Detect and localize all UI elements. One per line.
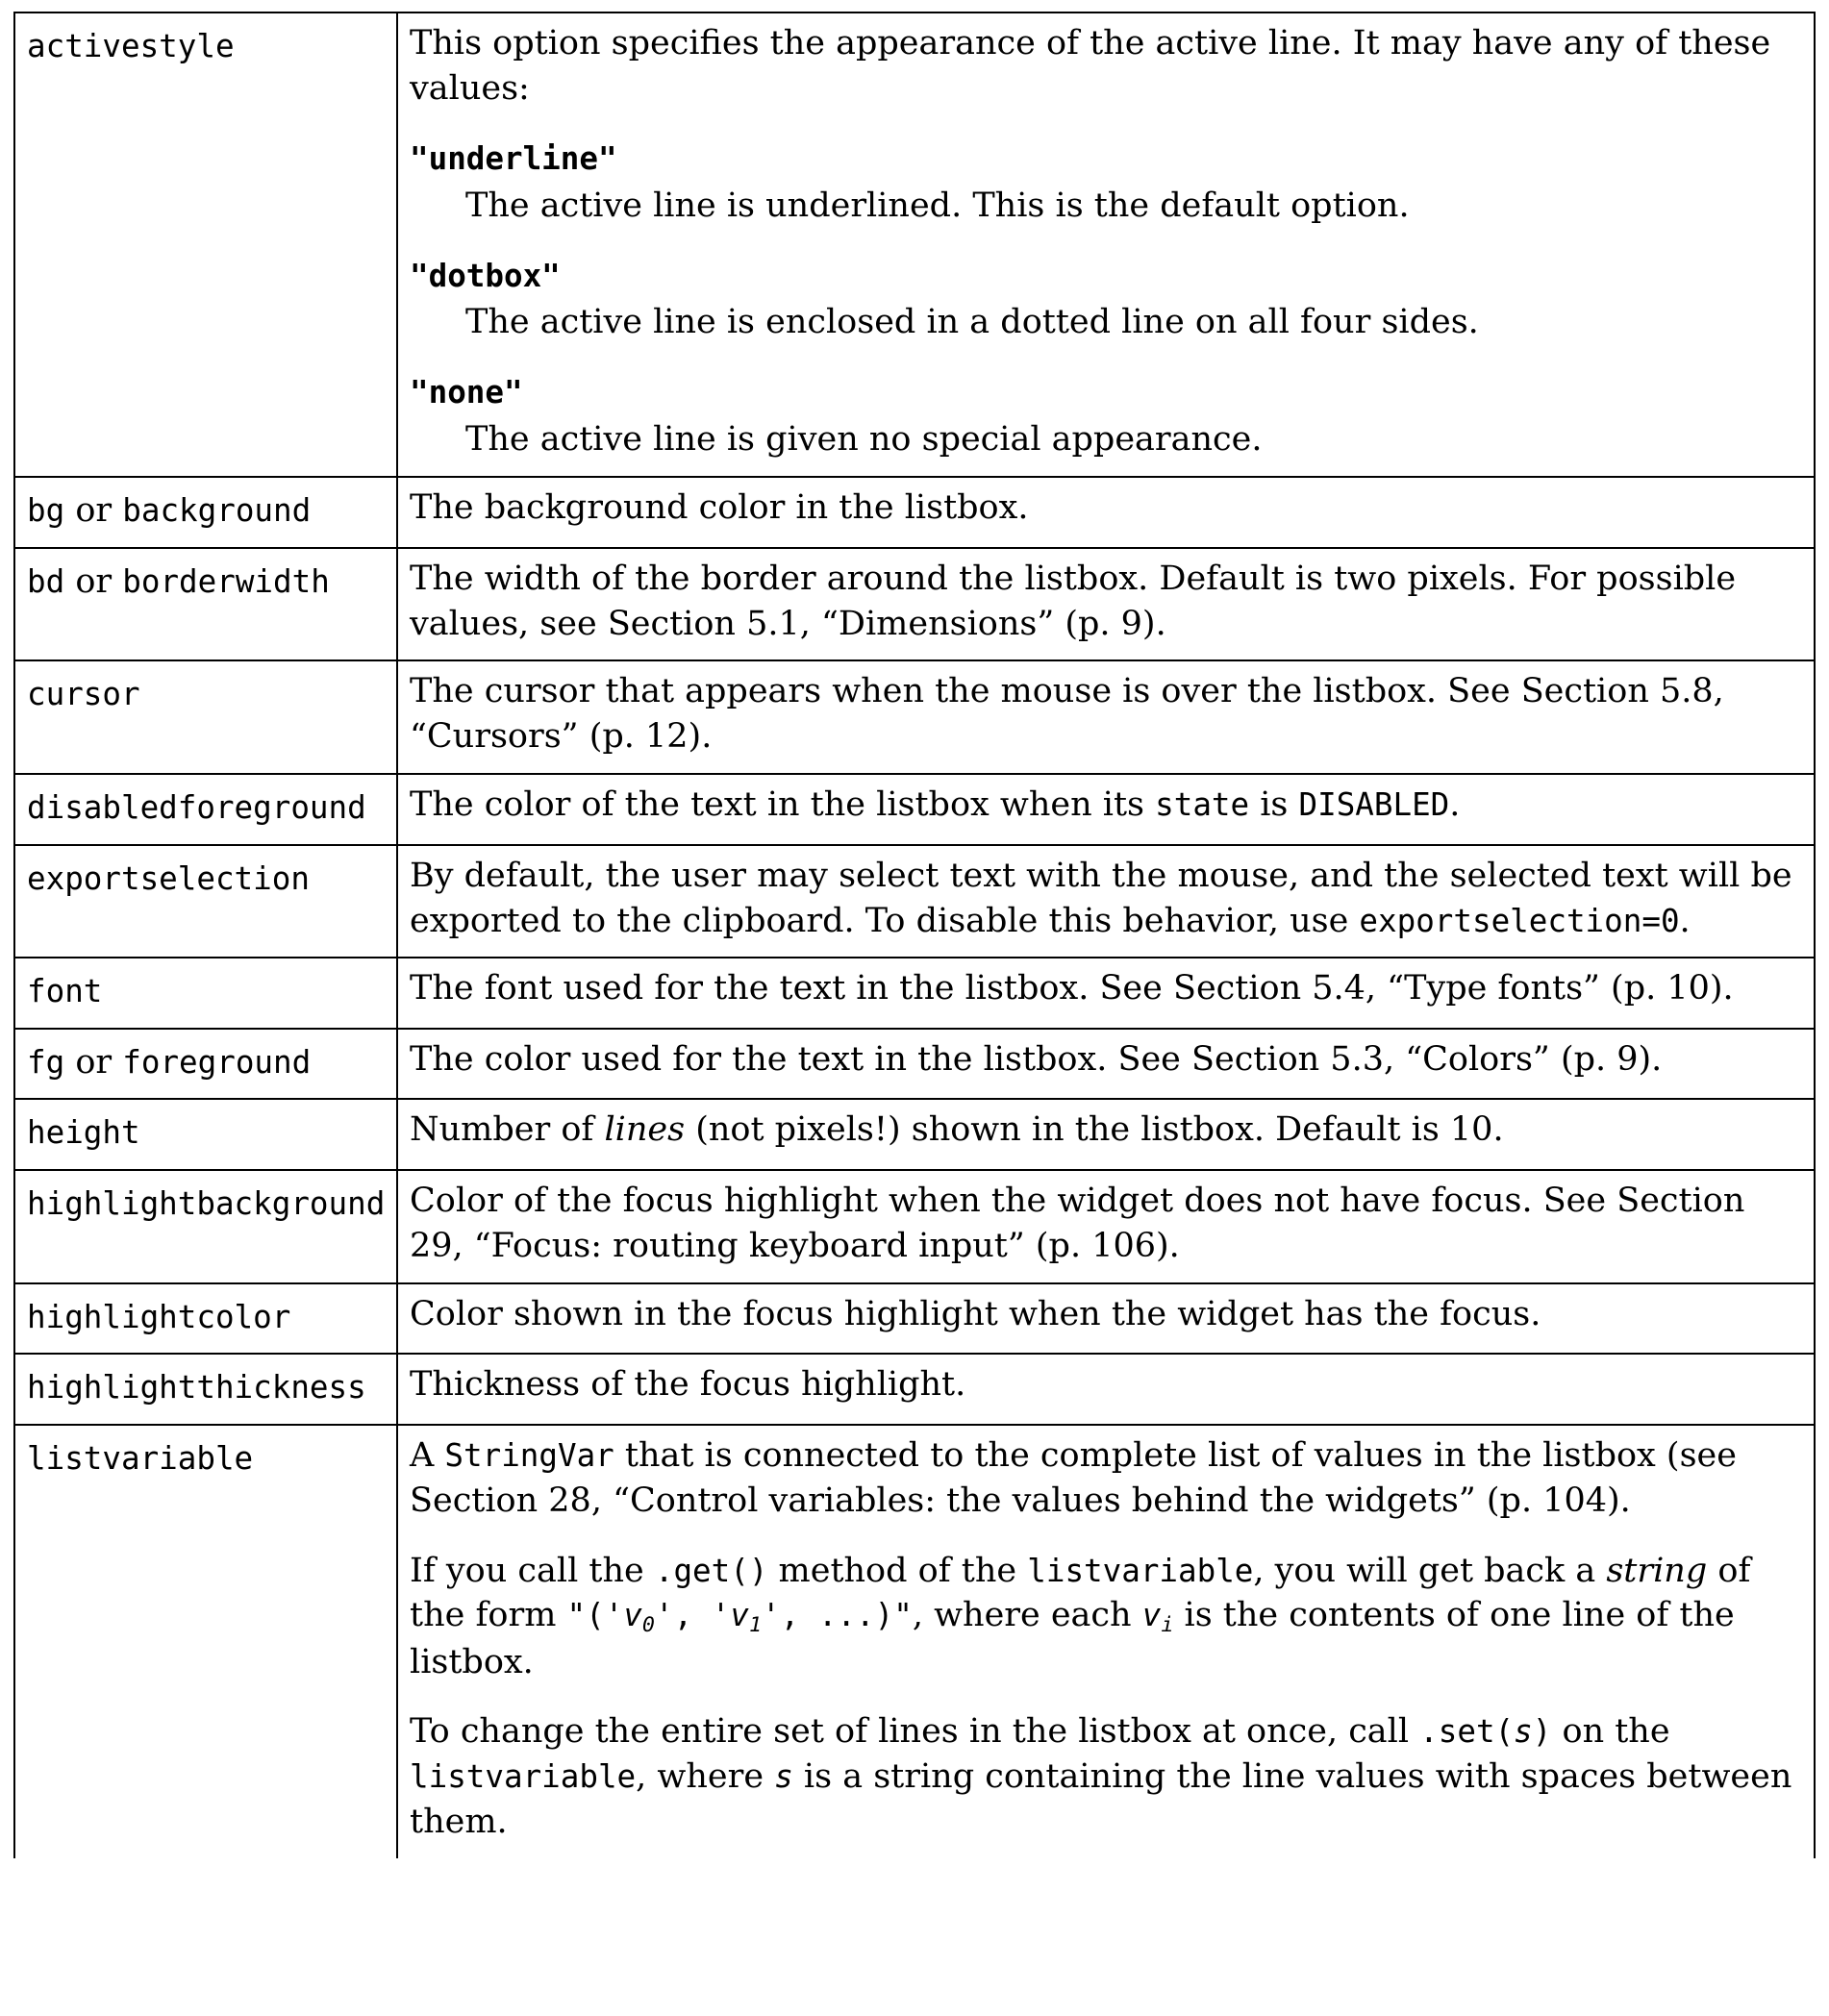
text-run: exportselection=0 bbox=[1359, 902, 1680, 939]
text-run: , you will get back a bbox=[1253, 1551, 1607, 1590]
description-paragraph bbox=[410, 1362, 1802, 1407]
options-table-body bbox=[14, 12, 1815, 1858]
text-run: v bbox=[1141, 1597, 1162, 1634]
text-run: ) bbox=[1532, 1713, 1552, 1751]
option-description-cell bbox=[397, 1099, 1815, 1170]
text-run: The font used for the text in the listbox. See Section 5.4, “Type fonts” (p. 10). bbox=[410, 969, 1734, 1008]
text-run: highlightbackground bbox=[27, 1184, 386, 1222]
text-run: A bbox=[410, 1435, 445, 1475]
text-run: The cursor that appears when the mouse is over the listbox. See Section 5.8, “Cursors” (p. 12). bbox=[410, 672, 1724, 757]
description-paragraph bbox=[410, 854, 1802, 944]
text-run: The active line is enclosed in a dotted line on all four sides. bbox=[465, 303, 1479, 342]
table-row bbox=[14, 1283, 1815, 1355]
text-run: is a string containing the line values with spaces between them. bbox=[410, 1757, 1792, 1842]
option-description-cell bbox=[397, 12, 1815, 477]
option-description-cell bbox=[397, 1283, 1815, 1355]
description-paragraph bbox=[410, 669, 1802, 759]
option-name-cell bbox=[14, 1425, 397, 1858]
table-row bbox=[14, 845, 1815, 958]
text-run: that is connected to the complete list of values in the listbox (see Section 28, “Control variables: the values behind the widgets” (p. 104). bbox=[410, 1435, 1737, 1520]
text-run: of the form bbox=[410, 1551, 1751, 1635]
text-run: This option specifies the appearance of the active line. It may have any of these values: bbox=[410, 24, 1771, 108]
text-run: , where bbox=[636, 1757, 775, 1797]
description-paragraph bbox=[410, 966, 1802, 1011]
text-run: exportselection bbox=[27, 859, 310, 897]
text-run: (not pixels!) shown in the listbox. Default is 10. bbox=[685, 1110, 1504, 1150]
option-description-cell bbox=[397, 660, 1815, 774]
text-run: method of the bbox=[767, 1551, 1028, 1590]
description-paragraph bbox=[410, 21, 1802, 112]
option-name-cell bbox=[14, 1029, 397, 1100]
text-run: s bbox=[1514, 1713, 1533, 1751]
text-run: lines bbox=[604, 1110, 686, 1150]
value-term bbox=[410, 254, 1802, 299]
table-row bbox=[14, 1425, 1815, 1858]
value-definition bbox=[465, 300, 1802, 345]
text-run: Thickness of the focus highlight. bbox=[410, 1365, 966, 1405]
text-run: , where each bbox=[912, 1596, 1142, 1635]
description-paragraph bbox=[410, 1549, 1802, 1685]
text-run: .get() bbox=[654, 1552, 768, 1589]
text-run: Color of the focus highlight when the widget does not have focus. See Section 29, “Focus: routing keyboard input” (p. 106). bbox=[410, 1181, 1745, 1265]
text-run: Color shown in the focus highlight when the widget has the focus. bbox=[410, 1294, 1541, 1333]
option-name-cell bbox=[14, 660, 397, 774]
text-run: cursor bbox=[27, 676, 140, 713]
table-row bbox=[14, 477, 1815, 548]
description-paragraph bbox=[410, 1179, 1802, 1269]
text-run: is the contents of one line of the listbox. bbox=[410, 1596, 1735, 1681]
text-run: . bbox=[1449, 785, 1461, 825]
text-run: "(' bbox=[566, 1597, 624, 1634]
text-run: bd bbox=[27, 562, 65, 600]
option-description-cell bbox=[397, 1170, 1815, 1283]
text-run: on the bbox=[1551, 1712, 1670, 1752]
option-name-cell bbox=[14, 774, 397, 845]
text-run: ', ' bbox=[654, 1597, 731, 1634]
value-definition bbox=[465, 184, 1802, 229]
option-name-cell bbox=[14, 1283, 397, 1355]
text-run: or bbox=[64, 491, 123, 531]
text-run: is bbox=[1249, 785, 1299, 825]
text-run: If you call the bbox=[410, 1551, 655, 1590]
option-description-cell bbox=[397, 774, 1815, 845]
option-description-cell bbox=[397, 958, 1815, 1029]
text-run: height bbox=[27, 1114, 140, 1152]
description-paragraph bbox=[410, 485, 1802, 531]
text-run: disabledforeground bbox=[27, 789, 366, 827]
option-description-cell bbox=[397, 845, 1815, 958]
text-run: bg bbox=[27, 492, 65, 530]
text-run: v bbox=[730, 1597, 749, 1634]
option-name-cell bbox=[14, 477, 397, 548]
table-row bbox=[14, 1099, 1815, 1170]
text-run: font bbox=[27, 973, 103, 1010]
table-row bbox=[14, 1354, 1815, 1425]
table-row bbox=[14, 12, 1815, 477]
text-run: listvariable bbox=[1027, 1552, 1254, 1589]
listbox-options-table bbox=[13, 12, 1816, 1858]
text-run: s bbox=[774, 1758, 793, 1796]
option-name-cell bbox=[14, 845, 397, 958]
text-run: The color of the text in the listbox when its bbox=[410, 785, 1156, 825]
text-run: 0 bbox=[641, 1613, 655, 1638]
text-run: listvariable bbox=[410, 1758, 637, 1796]
text-run: listvariable bbox=[27, 1439, 254, 1477]
text-run: activestyle bbox=[27, 28, 235, 64]
text-run: StringVar bbox=[444, 1436, 614, 1474]
text-run: The active line is underlined. This is the default option. bbox=[465, 186, 1410, 225]
text-run: state bbox=[1155, 786, 1250, 824]
table-row bbox=[14, 1170, 1815, 1283]
table-row bbox=[14, 1029, 1815, 1100]
option-description-cell bbox=[397, 1029, 1815, 1100]
text-run: "dotbox" bbox=[410, 257, 561, 294]
description-paragraph bbox=[410, 1108, 1802, 1153]
text-run: or bbox=[64, 1042, 123, 1082]
text-run: fg bbox=[27, 1043, 65, 1081]
text-run: highlightcolor bbox=[27, 1298, 291, 1335]
description-paragraph bbox=[410, 1433, 1802, 1524]
option-name-cell bbox=[14, 548, 397, 661]
text-run: The active line is given no special appearance. bbox=[465, 420, 1263, 460]
text-run: highlightthickness bbox=[27, 1369, 366, 1406]
description-paragraph bbox=[410, 1709, 1802, 1845]
description-paragraph bbox=[410, 1037, 1802, 1083]
text-run: background bbox=[122, 492, 312, 530]
table-row bbox=[14, 958, 1815, 1029]
description-paragraph bbox=[410, 1292, 1802, 1337]
value-definition bbox=[465, 417, 1802, 462]
option-name-cell bbox=[14, 1099, 397, 1170]
option-name-cell bbox=[14, 958, 397, 1029]
value-term bbox=[410, 137, 1802, 182]
option-description-cell bbox=[397, 1425, 1815, 1858]
text-run: The width of the border around the listbox. Default is two pixels. For possible values, see Section 5.1, “Dimensions” (p. 9). bbox=[410, 559, 1737, 643]
description-paragraph bbox=[410, 783, 1802, 828]
text-run: i bbox=[1161, 1613, 1174, 1638]
text-run: Number of bbox=[410, 1110, 605, 1150]
table-row bbox=[14, 660, 1815, 774]
option-description-cell bbox=[397, 548, 1815, 661]
table-row bbox=[14, 774, 1815, 845]
text-run: v bbox=[623, 1597, 642, 1634]
text-run: "underline" bbox=[410, 139, 617, 177]
option-description-cell bbox=[397, 477, 1815, 548]
table-row bbox=[14, 548, 1815, 661]
text-run: To change the entire set of lines in the listbox at once, call bbox=[410, 1712, 1420, 1752]
text-run: 1 bbox=[748, 1613, 763, 1638]
text-run: .set( bbox=[1419, 1713, 1515, 1751]
option-name-cell bbox=[14, 1170, 397, 1283]
text-run: or bbox=[64, 561, 123, 601]
value-term bbox=[410, 370, 1802, 415]
option-description-cell bbox=[397, 1354, 1815, 1425]
text-run: borderwidth bbox=[122, 562, 330, 600]
text-run: foreground bbox=[122, 1043, 312, 1081]
text-run: . bbox=[1679, 901, 1691, 940]
description-paragraph bbox=[410, 557, 1802, 647]
text-run: The background color in the listbox. bbox=[410, 488, 1029, 528]
text-run: string bbox=[1606, 1551, 1708, 1590]
text-run: "none" bbox=[410, 374, 523, 411]
text-run: ', ...)" bbox=[762, 1597, 913, 1634]
option-name-cell bbox=[14, 1354, 397, 1425]
option-name-cell bbox=[14, 12, 397, 477]
text-run: The color used for the text in the listbox. See Section 5.3, “Colors” (p. 9). bbox=[410, 1039, 1663, 1079]
text-run: By default, the user may select text with the mouse, and the selected text will be exported to the clipboard. To disable this behavior, use bbox=[410, 856, 1792, 940]
text-run: DISABLED bbox=[1298, 786, 1450, 824]
